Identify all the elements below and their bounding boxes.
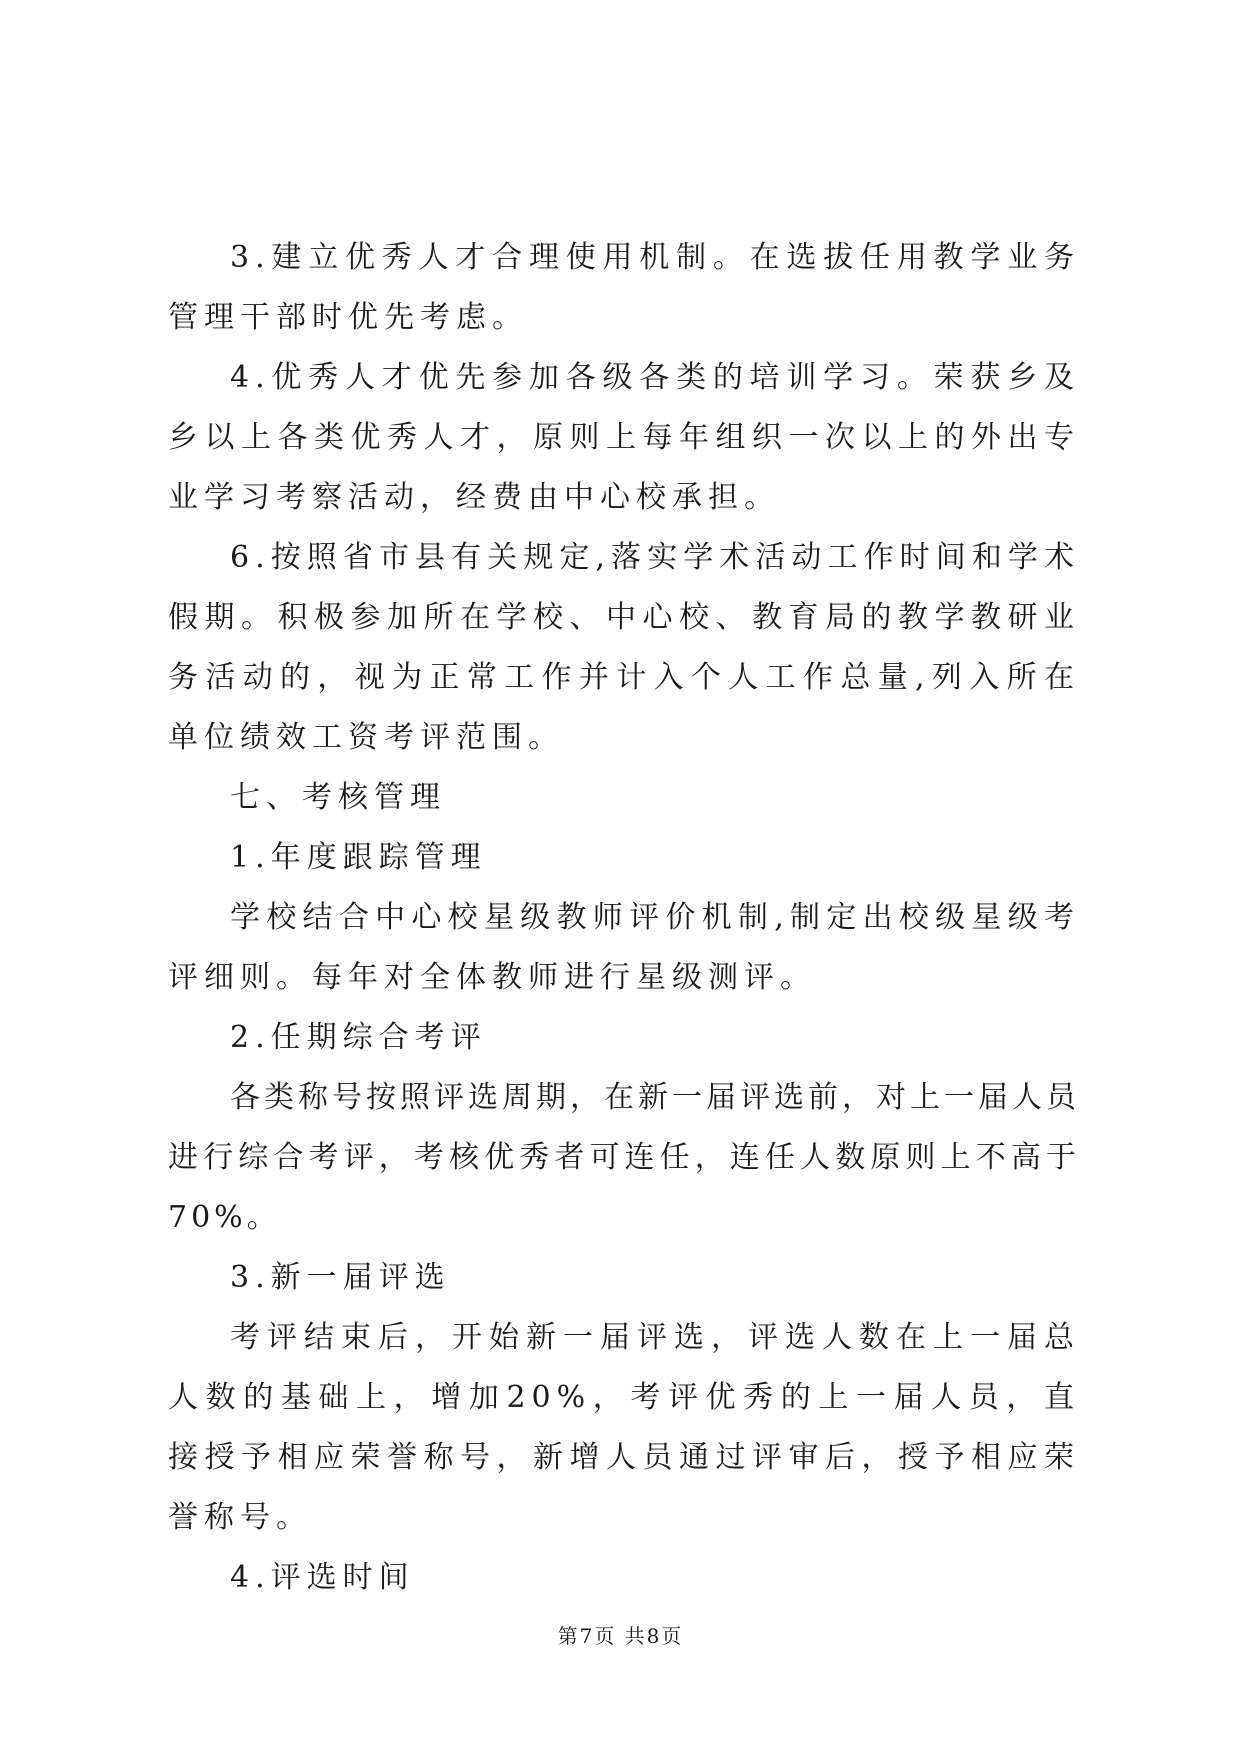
subheading-selection-time: 4.评选时间 bbox=[230, 1560, 415, 1595]
paragraph-new-selection: 考评结束后，开始新一届评选，评选人数在上一届总人数的基础上，增加20%，考评优秀的上一届人员，直接授予相应荣誉称号，新增人员通过评审后，授予相应荣誉称号。 bbox=[168, 1320, 1080, 1535]
paragraph-talent-usage: 3.建立优秀人才合理使用机制。在选拔任用教学业务管理干部时优先考虑。 bbox=[168, 240, 1080, 335]
subheading-new-selection: 3.新一届评选 bbox=[230, 1260, 451, 1295]
page-number-footer: 第7页 共8页 bbox=[557, 1624, 684, 1648]
paragraph-term-review: 各类称号按照评选周期，在新一届评选前，对上一届人员进行综合考评，考核优秀者可连任，连任人数原则上不高于70%。 bbox=[168, 1080, 1080, 1235]
subheading-term-review: 2.任期综合考评 bbox=[230, 1020, 487, 1055]
paragraph-star-rating: 学校结合中心校星级教师评价机制,制定出校级星级考评细则。每年对全体教师进行星级测评。 bbox=[168, 900, 1080, 995]
paragraph-academic-activity: 6.按照省市县有关规定,落实学术活动工作时间和学术假期。积极参加所在学校、中心校、教育局的教学教研业务活动的，视为正常工作并计入个人工作总量,列入所在单位绩效工资考评范围。 bbox=[168, 540, 1080, 755]
paragraph-training-priority: 4.优秀人才优先参加各级各类的培训学习。荣获乡及乡以上各类优秀人才，原则上每年组织一次以上的外出专业学习考察活动，经费由中心校承担。 bbox=[168, 360, 1080, 515]
document-body bbox=[168, 228, 1080, 1608]
subheading-annual-tracking: 1.年度跟踪管理 bbox=[230, 840, 487, 875]
section-heading-assessment: 七、考核管理 bbox=[230, 780, 446, 815]
